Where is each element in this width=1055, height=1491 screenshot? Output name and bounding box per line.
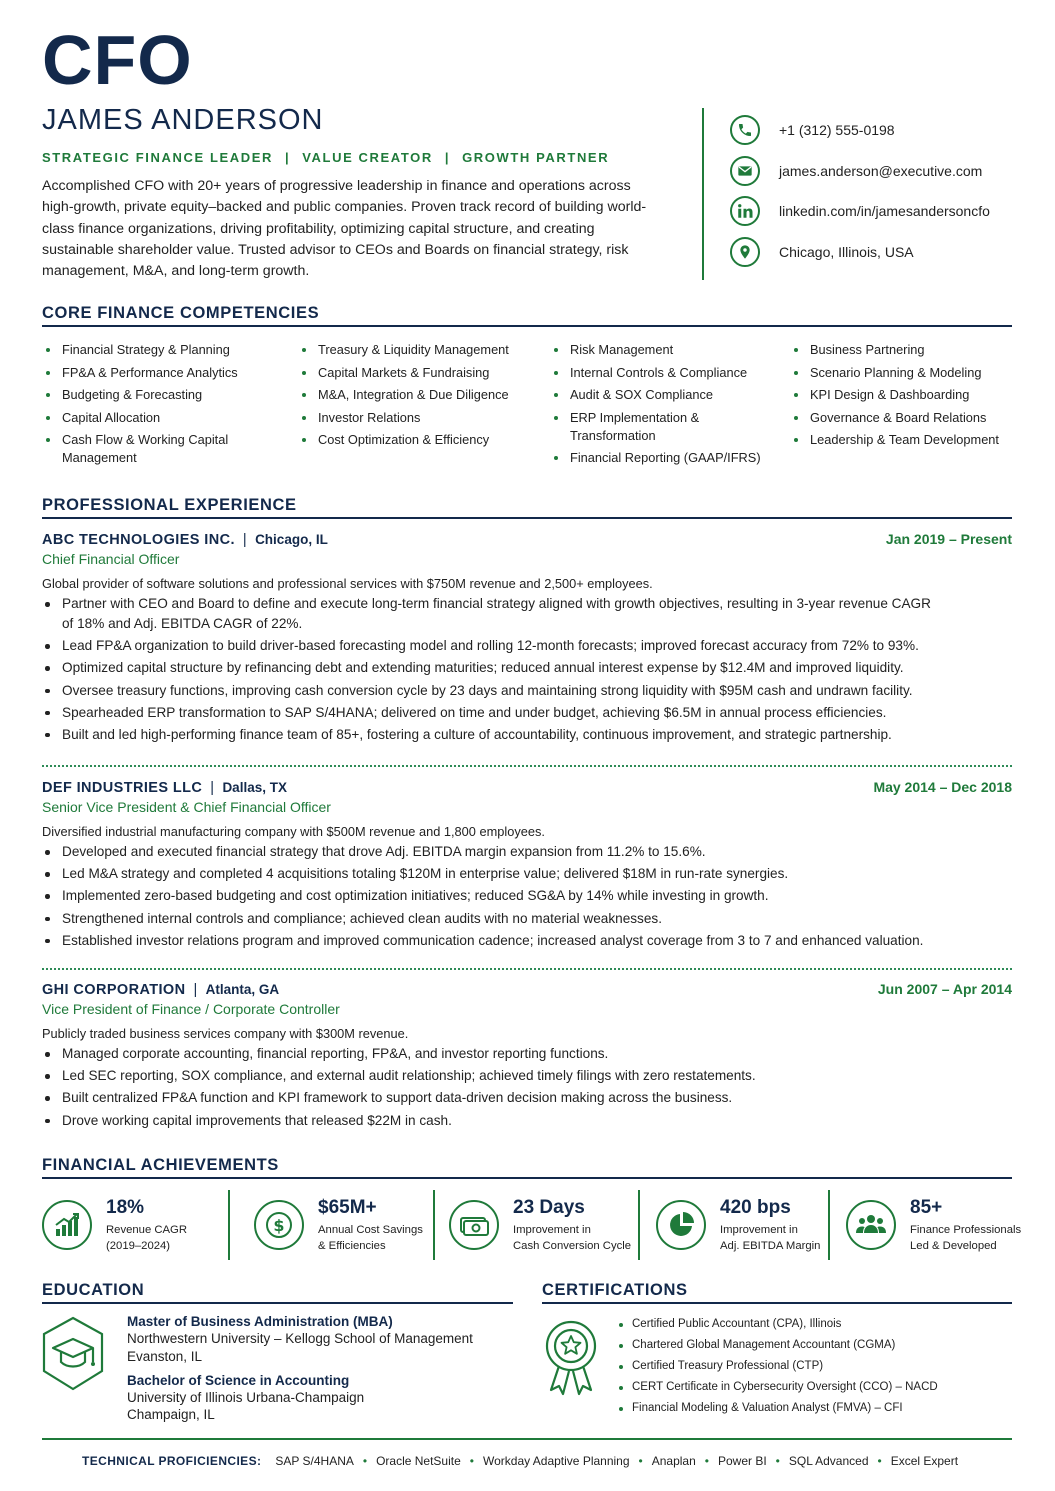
company-line [42, 532, 328, 548]
separator: | [210, 780, 215, 796]
certifications-title: CERTIFICATIONS [542, 1281, 688, 1299]
competency-item: Treasury & Liquidity Management [298, 341, 538, 359]
tagline-separator: | [285, 150, 291, 165]
certification-item: Financial Modeling & Valuation Analyst (FMVA) – CFI [618, 1398, 938, 1419]
tech-separator: • [704, 1454, 709, 1468]
tagline [42, 150, 672, 165]
tech-separator: • [775, 1454, 780, 1468]
phone-number: +1 (312) 555-0198 [779, 122, 895, 138]
achievement-label: Annual Cost Savings & Efficiencies [318, 1223, 423, 1252]
tagline-separator: | [444, 150, 451, 165]
achievement-value: 85+ [910, 1196, 943, 1218]
competency-item: Scenario Planning & Modeling [790, 364, 1015, 382]
award-ribbon-icon [543, 1318, 599, 1401]
competency-column-3 [550, 341, 770, 472]
competency-item: Governance & Board Relations [790, 409, 1015, 427]
tech-item: SAP S/4HANA [275, 1454, 354, 1468]
job-bullet: Optimized capital structure by refinancing debt and extending maturities; reduced annual interest expense by $12.4M and improved liquidity. [42, 658, 1012, 678]
contact-linkedin[interactable] [730, 196, 990, 226]
certification-item: Chartered Global Management Accountant (CGMA) [618, 1335, 938, 1356]
role-title: CFO [42, 21, 193, 99]
company-name: ABC TECHNOLOGIES INC. [42, 532, 235, 548]
section-rule [542, 1302, 1012, 1304]
header [42, 21, 672, 282]
competency-column-1 [42, 341, 272, 472]
certification-item: Certified Treasury Professional (CTP) [618, 1356, 938, 1377]
competency-item: KPI Design & Dashboarding [790, 386, 1015, 404]
tagline-item: VALUE CREATOR [302, 150, 433, 165]
section-rule [42, 1177, 1012, 1179]
competency-item: Investor Relations [298, 409, 538, 427]
email-icon [730, 156, 760, 186]
location-icon [730, 237, 760, 267]
tech-separator: • [469, 1454, 474, 1468]
contact-list [730, 115, 990, 277]
technical-label: TECHNICAL PROFICIENCIES: [82, 1454, 262, 1468]
competency-item: Capital Allocation [42, 409, 272, 427]
job-bullets [42, 594, 1012, 745]
header-divider [702, 108, 704, 280]
pie-chart-icon [656, 1200, 706, 1250]
separator: | [242, 532, 248, 548]
achievement-divider [828, 1190, 830, 1260]
competency-item: Leadership & Team Development [790, 431, 1015, 449]
achievement-label: Finance Professionals Led & Developed [910, 1223, 1022, 1252]
competency-item: Financial Reporting (GAAP/IFRS) [550, 449, 770, 467]
achievement-card [42, 1190, 187, 1260]
competencies-title: CORE FINANCE COMPETENCIES [42, 304, 320, 322]
technical-proficiencies [82, 1454, 958, 1468]
job-bullets [42, 842, 1012, 951]
location-text: Chicago, Illinois, USA [779, 243, 914, 260]
tech-item: Power BI [717, 1454, 767, 1468]
competency-item: Cash Flow & Working Capital Management [42, 431, 257, 467]
competency-item: Financial Strategy & Planning [42, 341, 272, 359]
job-bullets [42, 1044, 1012, 1131]
certification-item: Certified Public Accountant (CPA), Illinois [618, 1314, 938, 1335]
achievement-label: Improvement in Cash Conversion Cycle [513, 1223, 632, 1252]
competency-item: ERP Implementation & Transformation [550, 409, 735, 445]
tagline-item: GROWTH PARTNER [462, 150, 610, 165]
tech-item: Workday Adaptive Planning [482, 1454, 630, 1468]
achievement-card [846, 1190, 1021, 1260]
competency-item: FP&A & Performance Analytics [42, 364, 272, 382]
achievement-card [254, 1190, 423, 1260]
company-location: Atlanta, GA [205, 982, 280, 997]
company-name: GHI CORPORATION [42, 982, 186, 998]
job-bullet: Oversee treasury functions, improving cash conversion cycle by 23 days and maintaining strong liquidity with $95M cash and undrawn facility. [42, 681, 1012, 701]
job-header [42, 779, 1012, 796]
job-bullet: Spearheaded ERP transformation to SAP S/4HANA; delivered on time and under budget, achieving $6.5M in annual process efficiencies. [42, 703, 1012, 723]
achievement-card [449, 1190, 631, 1260]
job-header [42, 531, 1012, 548]
achievements-title: FINANCIAL ACHIEVEMENTS [42, 1156, 279, 1174]
tech-separator: • [877, 1454, 882, 1468]
separator: | [193, 982, 198, 998]
tech-item: Excel Expert [890, 1454, 959, 1468]
section-rule [42, 517, 1012, 519]
achievement-value: 18% [106, 1196, 145, 1218]
job-bullet: Built and led high-performing finance team of 85+, fostering a culture of accountability, continuous improvement, and strategic partnership. [42, 725, 1012, 745]
achievement-card [656, 1190, 820, 1260]
degree-name: Master of Business Administration (MBA) [127, 1314, 393, 1329]
certification-list [618, 1314, 938, 1419]
linkedin-icon [730, 196, 760, 226]
job-bullet: Led M&A strategy and completed 4 acquisitions totaling $120M in enterprise value; delivered $18M in run-rate synergies. [42, 864, 1012, 884]
competency-column-4 [790, 341, 1015, 454]
job-bullet: Led SEC reporting, SOX compliance, and external audit relationship; achieved timely filings with zero restatements. [42, 1066, 1012, 1086]
company-location: Chicago, IL [255, 532, 328, 547]
degree-name: Bachelor of Science in Accounting [127, 1372, 350, 1388]
job-title: Vice President of Finance / Corporate Controller [42, 1001, 340, 1017]
education-title: EDUCATION [42, 1281, 145, 1299]
job-bullet: Established investor relations program and improved communication cadence; increased analyst coverage from 3 to 7 and enhanced valuation. [42, 931, 1012, 951]
competency-item: Risk Management [550, 341, 770, 359]
achievement-divider [638, 1190, 640, 1260]
job-bullet: Managed corporate accounting, financial reporting, FP&A, and investor reporting functions. [42, 1044, 1012, 1064]
company-name: DEF INDUSTRIES LLC [42, 780, 203, 796]
graduation-cap-icon [41, 1316, 105, 1397]
school-location: Evanston, IL [127, 1348, 203, 1364]
company-line [42, 780, 287, 796]
job-title: Chief Financial Officer [42, 551, 180, 567]
certification-item: CERT Certificate in Cybersecurity Oversight (CCO) – NACD [618, 1377, 938, 1398]
competency-item: Internal Controls & Compliance [550, 364, 770, 382]
candidate-name: JAMES ANDERSON [42, 104, 324, 136]
company-description: Global provider of software solutions and professional services with $750M revenue and 2,500+ employees. [42, 576, 653, 591]
school-name: Northwestern University – Kellogg School of Management [127, 1331, 473, 1347]
job-bullet: Drove working capital improvements that released $22M in cash. [42, 1111, 1012, 1131]
education-list [127, 1313, 473, 1424]
experience-title: PROFESSIONAL EXPERIENCE [42, 496, 297, 514]
competency-item: Cost Optimization & Efficiency [298, 431, 538, 449]
company-description: Diversified industrial manufacturing company with $500M revenue and 1,800 employees. [42, 824, 545, 839]
job-bullet: Implemented zero-based budgeting and cost optimization initiatives; reduced SG&A by 14% while investing in growth. [42, 886, 1012, 906]
job-bullet: Developed and executed financial strategy that drove Adj. EBITDA margin expansion from 11.2% to 15.6%. [42, 842, 1012, 862]
job-dates: May 2014 – Dec 2018 [873, 779, 1012, 795]
job-dates: Jun 2007 – Apr 2014 [877, 981, 1012, 997]
job-header [42, 981, 1012, 998]
tagline-item: STRATEGIC FINANCE LEADER [42, 150, 273, 165]
dollar-coin-icon [254, 1200, 304, 1250]
school-location: Champaign, IL [127, 1407, 215, 1423]
job-divider [42, 765, 1012, 767]
growth-chart-icon [42, 1200, 92, 1250]
tech-item: SQL Advanced [788, 1454, 869, 1468]
company-location: Dallas, TX [222, 780, 287, 795]
job-entry [42, 779, 1012, 953]
phone-icon [730, 115, 760, 145]
contact-email[interactable] [730, 156, 990, 186]
job-bullet: Strengthened internal controls and compliance; achieved clean audits with no material weaknesses. [42, 909, 1012, 929]
cash-bill-icon [449, 1200, 499, 1250]
tech-separator: • [638, 1454, 643, 1468]
contact-phone[interactable] [730, 115, 990, 145]
tech-item: Anaplan [651, 1454, 696, 1468]
company-description: Publicly traded business services company with $300M revenue. [42, 1026, 409, 1041]
job-bullet: Lead FP&A organization to build driver-based forecasting model and rolling 12-month forecasts; improved forecast accuracy from 72% to 93%. [42, 636, 1012, 656]
competency-item: Capital Markets & Fundraising [298, 364, 538, 382]
competency-item: Budgeting & Forecasting [42, 386, 272, 404]
email-address: james.anderson@executive.com [779, 162, 983, 179]
linkedin-url: linkedin.com/in/jamesandersoncfo [779, 203, 990, 219]
team-icon [846, 1200, 896, 1250]
job-dates: Jan 2019 – Present [885, 531, 1012, 547]
contact-location [730, 237, 990, 267]
competency-column-2 [298, 341, 538, 454]
summary: Accomplished CFO with 20+ years of progressive leadership in finance and operations across high-growth, private equity–backed and public companies. Proven track record of building world-class finance organizations, driving profitability, optimizing capital structure, and creating sustainable shareholder value. Trusted advisor to CEOs and Boards on financial strategy, risk management, M&A, and long-term growth. [42, 178, 647, 280]
svg-text:$: $ [273, 1216, 285, 1235]
tech-separator: • [362, 1454, 368, 1468]
footer-rule [42, 1438, 1012, 1440]
achievement-label: Revenue CAGR (2019–2024) [106, 1223, 187, 1252]
competency-item: Audit & SOX Compliance [550, 386, 770, 404]
school-name: University of Illinois Urbana-Champaign [127, 1390, 365, 1406]
job-entry [42, 531, 1012, 747]
achievement-label: Improvement in Adj. EBITDA Margin [720, 1223, 821, 1252]
job-divider [42, 968, 1012, 970]
achievement-divider [433, 1190, 435, 1260]
competency-item: M&A, Integration & Due Diligence [298, 386, 538, 404]
achievement-value: 23 Days [513, 1196, 585, 1218]
section-rule [42, 1302, 513, 1304]
achievement-divider [228, 1190, 230, 1260]
job-bullet: Built centralized FP&A function and KPI framework to support data-driven decision making across the business. [42, 1088, 1012, 1108]
job-title: Senior Vice President & Chief Financial Officer [42, 799, 331, 815]
achievement-value: 420 bps [720, 1196, 791, 1218]
job-entry [42, 981, 1012, 1133]
section-rule [42, 325, 1012, 327]
competency-item: Business Partnering [790, 341, 1015, 359]
achievement-value: $65M+ [318, 1196, 377, 1218]
tech-item: Oracle NetSuite [376, 1454, 461, 1468]
job-bullet: Partner with CEO and Board to define and execute long-term financial strategy aligned with growth objectives, resulting in 3-year revenue CAGR of 18% and Adj. EBITDA CAGR of 22%. [42, 594, 942, 634]
company-line [42, 982, 279, 998]
